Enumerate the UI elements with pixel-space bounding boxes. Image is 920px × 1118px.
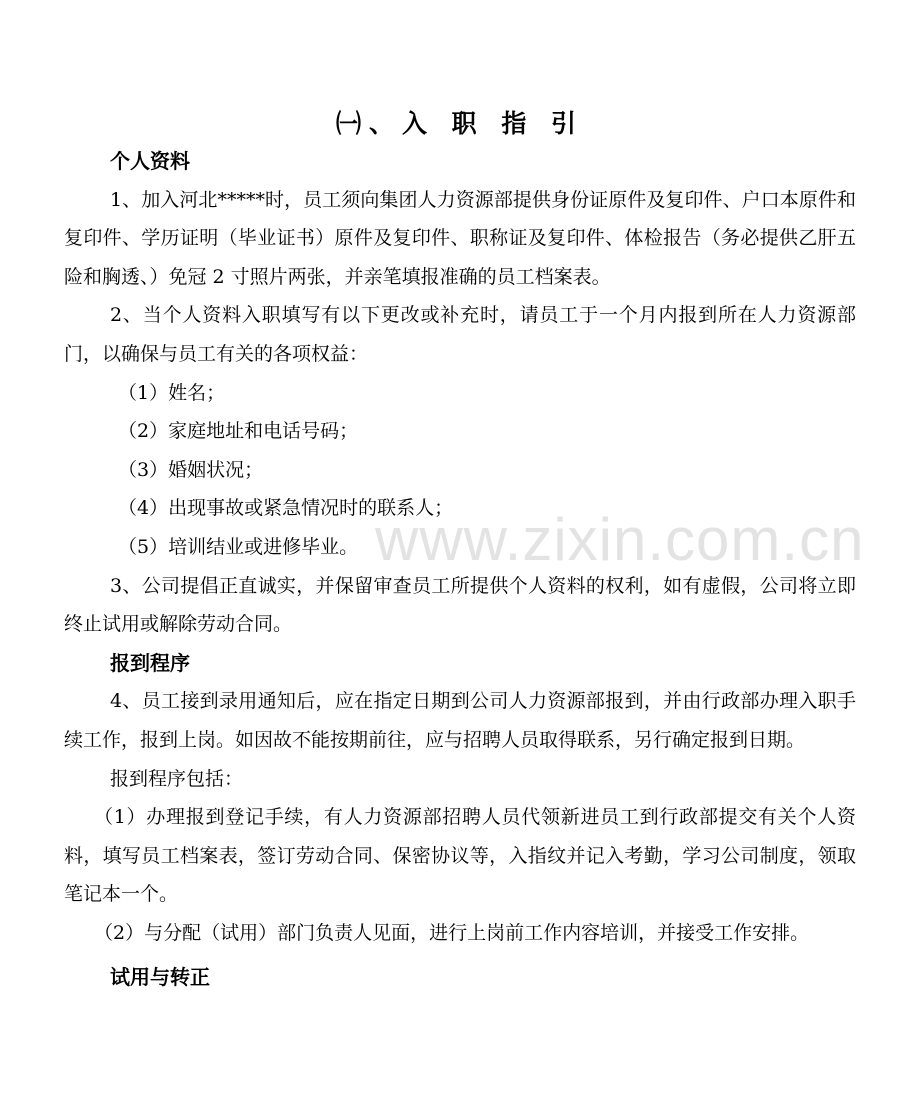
document-title: ㈠、入 职 指 引 — [335, 109, 585, 138]
procedure-step-2: （2）与分配（试用）部门负责人见面，进行上岗前工作内容培训，并接受工作安排。 — [94, 921, 810, 944]
list-item-marital-status: （3）婚姻状况； — [118, 458, 264, 481]
paragraph-2: 2、当个人资料入职填写有以下更改或补充时，请员工于一个月内报到所在人力资源部门，以确保与员工有关的各项权益： — [64, 304, 856, 365]
paragraph-4: 4、员工接到录用通知后，应在指定日期到公司人力资源部报到，并由行政部办理入职手续工作，报到上岗。如因故不能按期前往，应与招聘人员取得联系，另行确定报到日期。 — [64, 690, 856, 751]
paragraph-procedure-intro: 报到程序包括： — [110, 767, 244, 790]
list-item-training: （5）培训结业或进修毕业。 — [118, 535, 359, 558]
section-heading-report-procedure: 报到程序 — [110, 650, 190, 675]
list-item-name: （1）姓名； — [118, 381, 226, 404]
section-heading-probation: 试用与转正 — [110, 965, 210, 990]
section-heading-personal-info: 个人资料 — [110, 149, 190, 173]
document-body — [64, 142, 856, 997]
paragraph-1: 1、加入河北*****时，员工须向集团人力资源部提供身份证原件及复印件、户口本原件和复印件、学历证明（毕业证书）原件及复印件、职称证及复印件、体检报告（务必提供乙肝五险和胸透、）免冠 2 寸照片两张，并亲笔填报准确的员工档案表。 — [64, 188, 856, 288]
paragraph-3: 3、公司提倡正直诚实，并保留审查员工所提供个人资料的权利，如有虚假，公司将立即终止试用或解除劳动合同。 — [64, 574, 856, 636]
procedure-step-1: （1）办理报到登记手续，有人力资源部招聘人员代领新进员工到行政部提交有关个人资料，填写员工档案表，签订劳动合同、保密协议等，入指纹并记入考勤，学习公司制度，领取笔记本一个。 — [64, 806, 856, 906]
watermark: www.zixin.com.cn — [375, 506, 865, 573]
list-item-emergency-contact: （4）出现事故或紧急情况时的联系人； — [118, 497, 454, 520]
list-item-address-phone: （2）家庭地址和电话号码； — [118, 420, 359, 443]
